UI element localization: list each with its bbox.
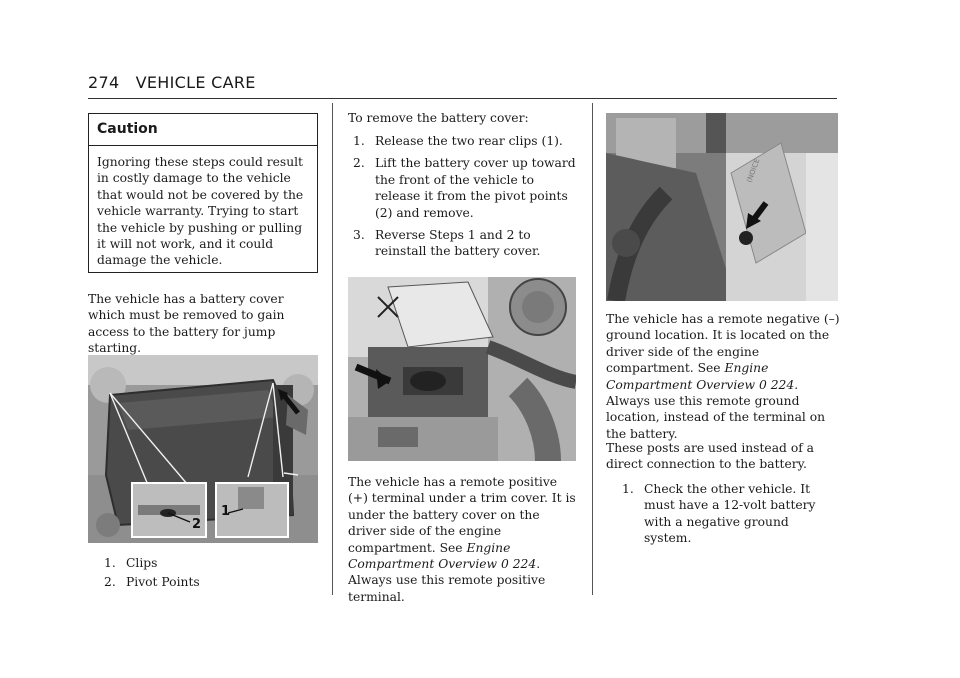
step-item: 3. Reverse Steps 1 and 2 to reinstall the battery cover. [353,228,541,259]
header-rule [88,98,837,99]
posts-explanation: These posts are used instead of a direct connection to the battery. [606,441,815,472]
engine-compartment-link[interactable]: Engine Compartment Overview [606,361,769,392]
section-title: VEHICLE CARE [135,73,256,92]
column-divider-left [332,103,333,595]
remove-cover-steps [353,133,581,266]
jump-start-steps [622,481,834,553]
page-header [88,73,256,92]
column-divider-right [592,103,593,595]
positive-terminal-illustration [348,277,576,461]
callout-1: 1 [221,504,231,519]
callout-2: 2 [192,517,202,532]
battery-cover-intro: The vehicle has a battery cover which must be removed to gain access to the battery for jump starting. [88,292,285,356]
figure-legend [104,555,314,597]
negative-ground-photo [606,113,838,301]
step-item: 1. Release the two rear clips (1). [353,134,563,148]
svg-text:(NOICE: (NOICE [745,157,762,184]
caution-box [88,113,318,273]
page-number: 274 [88,73,120,92]
battery-cover-illustration [88,355,318,543]
negative-ground-text: The vehicle has a remote negative (–) ground location. It is located on the driver side of the engine compartment. See Engine Compartment Overview 0 224. Always use this remote ground location, instead of the terminal on the battery. [606,312,840,441]
engine-compartment-link[interactable]: Engine Compartment Overview [348,540,511,572]
positive-terminal-photo [348,277,576,461]
page-ref[interactable]: 0 224 [501,557,537,572]
caution-text: Ignoring these steps could result in costly damage to the vehicle that would not be covered by the vehicle warranty. Trying to start the vehicle by pushing or pulling it will not work, and it could damage the vehicle. [97,155,304,268]
legend-item: 2. Pivot Points [104,575,200,590]
positive-terminal-text: The vehicle has a remote positive (+) terminal under a trim cover. It is under the battery cover on the driver side of the engine compartment. See Engine Compartment Overview 0 224. Always use this remote positive terminal. [348,475,576,604]
caution-title: Caution [97,121,158,137]
step-item: 1. Check the other vehicle. It must have a 12-volt battery with a negative ground system. [622,482,816,546]
caution-rule [89,145,317,146]
battery-cover-photo [88,355,318,543]
remove-cover-lead: To remove the battery cover: [348,111,529,125]
step-item: 2. Lift the battery cover up toward the front of the vehicle to release it from the pivot points (2) and remove. [353,156,576,220]
page-ref[interactable]: 0 224 [759,377,795,392]
legend-item: 1. Clips [104,556,158,570]
negative-ground-illustration [606,113,838,301]
